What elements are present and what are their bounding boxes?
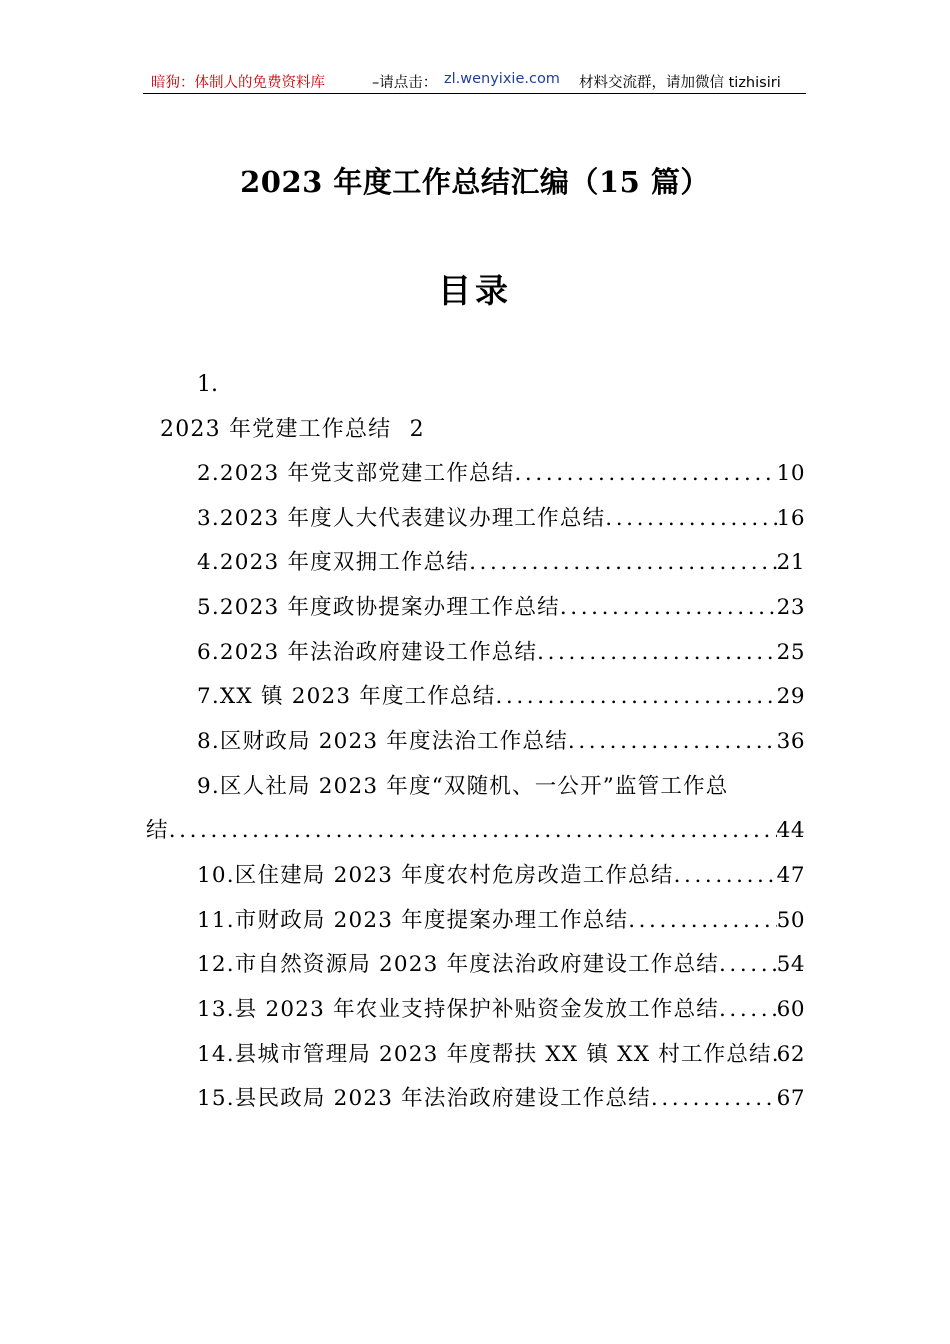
toc-leader-dots xyxy=(628,906,776,936)
header-url-link[interactable]: zl.wenyixie.com xyxy=(444,71,560,87)
toc-entry-text: 11.市财政局 2023 年度提案办理工作总结 xyxy=(197,908,629,933)
toc-entry-page: 25 xyxy=(776,640,805,665)
toc-entry-6[interactable] xyxy=(197,638,805,668)
toc-entry-page: 67 xyxy=(776,1086,805,1111)
toc-entry-page: 29 xyxy=(776,684,805,709)
toc-entry-4[interactable] xyxy=(197,548,805,578)
toc-entry-text: 7.XX 镇 2023 年度工作总结 xyxy=(197,684,496,709)
toc-leader-dots xyxy=(674,861,777,891)
toc-entry-9-line1: 9.区人社局 2023 年度“双随机、一公开”监管工作总 xyxy=(197,774,729,799)
page-header xyxy=(143,66,806,94)
toc-leader-dots xyxy=(537,638,776,668)
toc-entry-1[interactable] xyxy=(160,415,425,445)
toc-entry-1-text: 2023 年党建工作总结 xyxy=(160,417,392,442)
toc-entry-text: 14.县城市管理局 2023 年度帮扶 XX 镇 XX 村工作总结 xyxy=(197,1042,772,1067)
toc-entry-13[interactable] xyxy=(197,995,805,1025)
toc-entry-8[interactable] xyxy=(197,727,805,757)
toc-entry-text: 4.2023 年度双拥工作总结 xyxy=(197,550,470,575)
toc-leader-dots xyxy=(719,950,777,980)
toc-leader-dots xyxy=(469,548,777,578)
toc-entry-text: 5.2023 年度政协提案办理工作总结 xyxy=(197,595,560,620)
toc-entry-14[interactable] xyxy=(197,1040,805,1070)
toc-leader-dots xyxy=(605,504,776,534)
toc-entry-page: 10 xyxy=(776,461,805,486)
toc-entry-page: 23 xyxy=(776,595,805,620)
toc-entry-page: 36 xyxy=(776,729,805,754)
toc-entry-10[interactable] xyxy=(197,861,805,891)
toc-entry-3[interactable] xyxy=(197,504,805,534)
toc-entry-text: 6.2023 年法治政府建设工作总结 xyxy=(197,640,538,665)
toc-entry-page: 47 xyxy=(776,863,805,888)
toc-entry-11[interactable] xyxy=(197,906,805,936)
toc-heading: 目录 xyxy=(438,271,512,310)
toc-leader-dots xyxy=(651,1084,777,1114)
toc-entry-text: 15.县民政局 2023 年法治政府建设工作总结 xyxy=(197,1086,651,1111)
toc-entry-text: 13.县 2023 年农业支持保护补贴资金发放工作总结 xyxy=(197,997,719,1022)
toc-entry-9-line2: 结 xyxy=(146,818,169,843)
toc-leader-dots xyxy=(568,727,777,757)
toc-entry-2[interactable] xyxy=(197,459,805,489)
toc-entry-page: 16 xyxy=(776,506,805,531)
toc-entry-text: 10.区住建局 2023 年度农村危房改造工作总结 xyxy=(197,863,674,888)
toc-leader-dots xyxy=(719,995,777,1025)
toc-entry-text: 12.市自然资源局 2023 年度法治政府建设工作总结 xyxy=(197,952,719,977)
toc-entry-1-page: 2 xyxy=(409,417,425,442)
toc-entry-text: 3.2023 年度人大代表建议办理工作总结 xyxy=(197,506,606,531)
toc-entry-page: 62 xyxy=(776,1042,805,1067)
toc-entry-page: 50 xyxy=(776,908,805,933)
toc-entry-15[interactable] xyxy=(197,1084,805,1114)
toc-leader-dots xyxy=(495,682,776,712)
toc-leader-dots xyxy=(169,816,777,846)
toc-entry-text: 2.2023 年党支部党建工作总结 xyxy=(197,461,515,486)
header-group-info: 材料交流群，请加微信 tizhisiri xyxy=(579,75,781,91)
toc-entry-text: 8.区财政局 2023 年度法治工作总结 xyxy=(197,729,568,754)
toc-entry-7[interactable] xyxy=(197,682,805,712)
toc-entry-9-continued[interactable] xyxy=(146,816,805,846)
toc-leader-dots xyxy=(560,593,777,623)
toc-entry-1-number: 1. xyxy=(197,372,218,397)
toc-entry-12[interactable] xyxy=(197,950,805,980)
document-title: 2023 年度工作总结汇编（15 篇） xyxy=(240,165,710,199)
toc-entry-page: 60 xyxy=(776,997,805,1022)
header-brand: 暗狗：体制人的免费资料库 xyxy=(151,75,325,91)
toc-entry-5[interactable] xyxy=(197,593,805,623)
header-click-prompt: –请点击： xyxy=(372,75,438,91)
toc-leader-dots xyxy=(514,459,776,489)
toc-entry-page: 54 xyxy=(776,952,805,977)
toc-entry-page: 44 xyxy=(776,818,805,843)
toc-entry-9[interactable] xyxy=(197,772,805,802)
toc-entry-page: 21 xyxy=(776,550,805,575)
